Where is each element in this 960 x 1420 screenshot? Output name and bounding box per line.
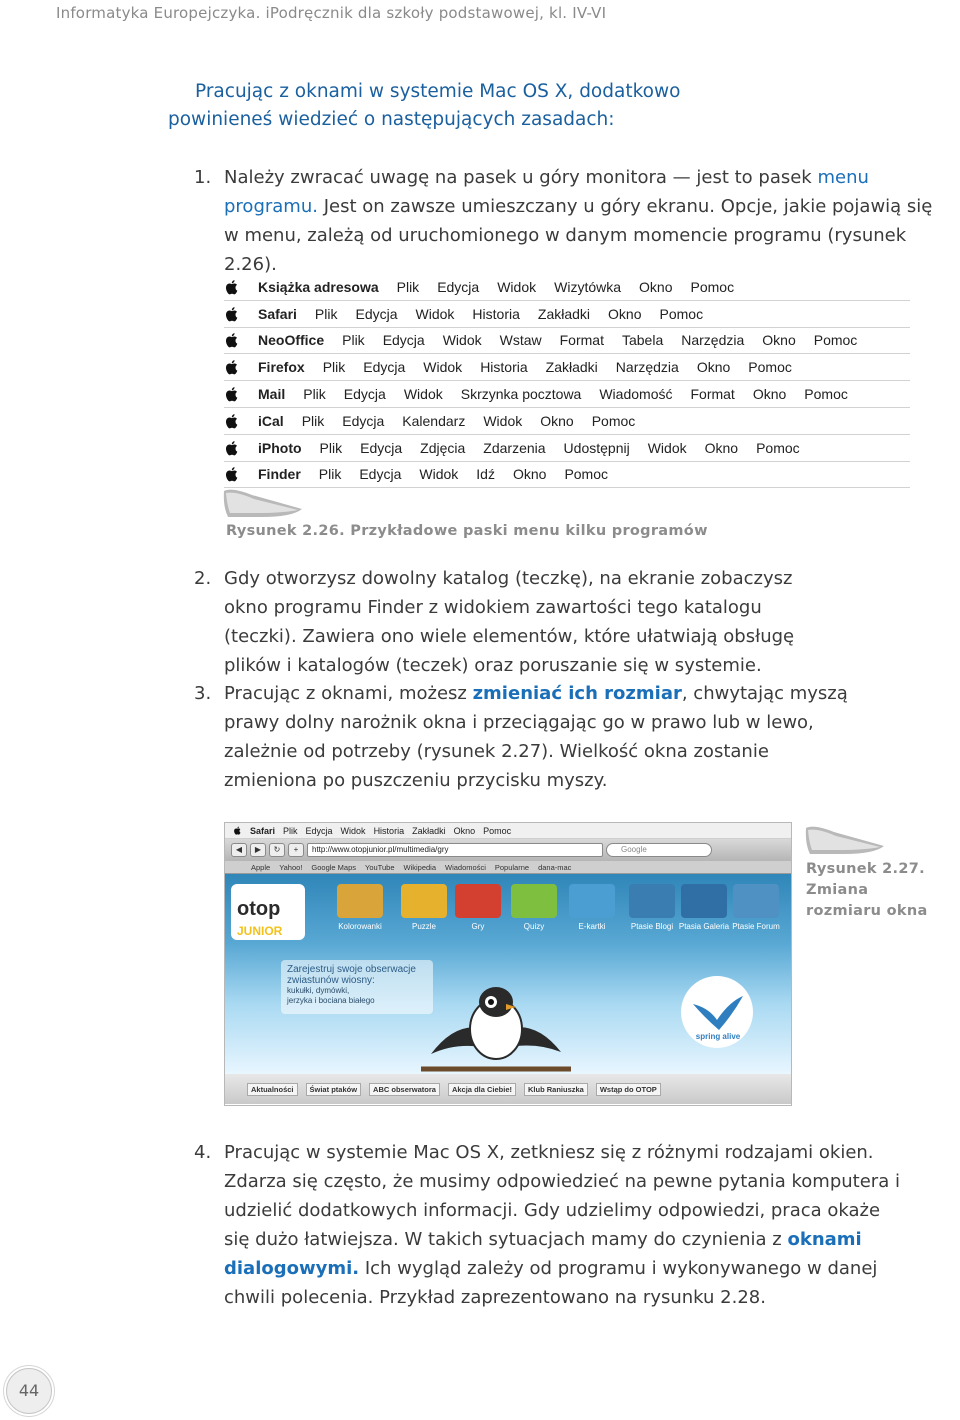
menu-item: Zdjęcia [420, 439, 466, 456]
add-bookmark-icon: + [288, 843, 304, 857]
menu-bar-row [224, 328, 910, 355]
menu-app-name: iPhoto [258, 439, 302, 456]
bookmark: Yahoo! [279, 862, 303, 872]
tile-gry [455, 884, 501, 918]
apple-logo-icon [224, 386, 240, 402]
menu-item: Edycja [382, 332, 425, 349]
tile-label: Puzzle [411, 922, 436, 931]
tile-e-kartki [569, 884, 615, 918]
menu-app-name: Firefox [258, 359, 305, 376]
menu-item: Zdarzenia [483, 439, 546, 456]
list-item-3 [194, 679, 864, 795]
tile-label: Ptasia Galeria [678, 922, 730, 931]
menu-item: Historia [480, 359, 528, 376]
screenshot-menu-item: Plik [283, 825, 298, 836]
list-item-2 [194, 564, 834, 680]
menu-item: Okno [752, 386, 787, 403]
footer-link: Wstąp do OTOP [596, 1083, 661, 1096]
logo-junior-text: JUNIOR [237, 924, 283, 938]
bookmark: YouTube [365, 862, 395, 872]
menu-app-name: Safari [258, 305, 297, 322]
menu-item: Okno [762, 332, 796, 349]
page-curl-icon [804, 824, 886, 858]
menu-item: Pomoc [564, 466, 609, 483]
footer-link: Świat ptaków [306, 1083, 362, 1096]
list-item-1 [194, 163, 934, 279]
bookmark: Wikipedia [403, 862, 437, 872]
list-number: 2. [194, 568, 212, 589]
menu-item: Kalendarz [402, 412, 466, 429]
bookmark: Popularne [494, 862, 530, 872]
menu-item: Wstaw [499, 332, 542, 349]
menu-item: Edycja [342, 412, 385, 429]
menu-item: Wiadomość [599, 386, 673, 403]
screenshot-menu-item: Edycja [305, 825, 333, 836]
list-item-4 [194, 1138, 904, 1312]
menu-item: Format [690, 386, 735, 403]
item-text-cont: , chwytając myszą prawy dolny narożnik okna i przeciągając go w prawo lub w lewo, zależnie od potrzeby (rysunek 2.27). Wielkość okna zostanie zmieniona po puszczeniu przycisku myszy. [224, 683, 848, 791]
apple-logo-icon [233, 826, 242, 835]
menu-item: Widok [403, 386, 443, 403]
screenshot-bookmarks [225, 861, 791, 874]
tile-label: Ptasie Forum [732, 922, 780, 931]
menu-bar-row [224, 354, 910, 381]
tile-ptasie-blogi [629, 884, 675, 918]
menu-bar-row [224, 408, 910, 435]
footer-link: Klub Raniuszka [524, 1083, 588, 1096]
apple-logo-icon [224, 332, 240, 348]
page-curl-icon [222, 487, 304, 521]
tile-label: Gry [471, 922, 485, 931]
promo-line-3: kukułki, dymówki, [287, 986, 350, 995]
menu-item: Widok [423, 359, 463, 376]
apple-logo-icon [224, 413, 240, 429]
menu-item: Idź [476, 466, 495, 483]
caption-line-3: rozmiaru okna [806, 903, 928, 919]
figure-caption-2-26: Rysunek 2.26. Przykładowe paski menu kilku programów [226, 523, 708, 539]
menu-item: Plik [301, 412, 325, 429]
term-okna-dialogowe: oknami dialogowymi. [224, 1229, 862, 1279]
bookmark: Apple [251, 862, 271, 872]
menu-item: Plik [342, 332, 365, 349]
reload-icon: ↻ [269, 843, 285, 857]
forward-arrow-icon: ▶ [250, 843, 266, 857]
menu-item: Edycja [359, 466, 402, 483]
bookmark: Google Maps [311, 862, 357, 872]
promo-line-2: zwiastunów wiosny: [287, 975, 375, 986]
menu-item: Pomoc [659, 305, 704, 322]
menu-item: Edycja [363, 359, 406, 376]
menu-app-name: Finder [258, 466, 301, 483]
apple-logo-icon [224, 279, 240, 295]
logo-otop-text: otop [237, 898, 281, 920]
menu-item: Narzędzia [681, 332, 745, 349]
menu-app-name: iCal [258, 412, 284, 429]
screenshot-menubar [225, 823, 791, 839]
footer-link: Akcja dla Ciebie! [448, 1083, 516, 1096]
item-text: Pracując z oknami, możesz [224, 683, 473, 704]
caption-line-2: Zmiana [806, 882, 869, 898]
screenshot-toolbar [225, 839, 791, 861]
menu-item: Plik [318, 466, 342, 483]
screenshot-footer [225, 1074, 792, 1104]
screenshot-url: http://www.otopjunior.pl/multimedia/gry [307, 843, 603, 857]
tile-label: E-kartki [578, 922, 606, 931]
menu-item: Okno [540, 412, 574, 429]
menu-item: Pomoc [591, 412, 636, 429]
menu-item: Historia [472, 305, 520, 322]
menu-item: Widok [415, 305, 455, 322]
term-zmieniac-rozmiar: zmieniać ich rozmiar [472, 683, 682, 704]
browser-screenshot [224, 822, 792, 1106]
menu-item: Edycja [355, 305, 398, 322]
screenshot-menu-item: Okno [453, 825, 476, 836]
menu-item: Plik [322, 359, 346, 376]
tile-quizy [511, 884, 557, 918]
menu-bar-row [224, 381, 910, 408]
figure-caption-2-27 [806, 859, 928, 922]
menu-item: Widok [442, 332, 482, 349]
bookmark: Wiadomości [445, 862, 486, 872]
menu-item: Pomoc [804, 386, 848, 403]
item-text-cont: Ich wygląd zależy od programu i wykonywanego w danej chwili polecenia. Przykład zaprezentowano na rysunku 2.28. [224, 1258, 878, 1308]
apple-logo-icon [224, 359, 240, 375]
tile-puzzle [401, 884, 447, 918]
apple-logo-icon [224, 466, 240, 482]
menu-item: Okno [696, 359, 731, 376]
bird-illustration-icon [421, 974, 571, 1074]
menu-bar-row [224, 435, 910, 462]
item-text: Należy zwracać uwagę na pasek u góry monitora — jest to pasek [224, 167, 818, 188]
screenshot-menu-item: Safari [250, 825, 276, 836]
tile-ptasie-forum [733, 884, 779, 918]
menu-item: Skrzynka pocztowa [460, 386, 582, 403]
menu-item: Zakładki [537, 305, 591, 322]
menu-bar-row [224, 301, 910, 328]
menu-item: Pomoc [748, 359, 792, 376]
menu-item: Plik [314, 305, 338, 322]
list-number: 4. [194, 1142, 212, 1163]
menu-item: Format [559, 332, 604, 349]
intro-line-1: Pracując z oknami w systemie Mac OS X, dodatkowo [195, 81, 681, 102]
menu-app-name: Książka adresowa [258, 278, 379, 295]
apple-logo-icon [224, 440, 240, 456]
menu-item: Widok [647, 439, 687, 456]
menu-item: Widok [483, 412, 523, 429]
tile-label: Ptasie Blogi [630, 922, 674, 931]
menu-item: Plik [319, 439, 343, 456]
menu-item: Okno [704, 439, 739, 456]
menu-item: Okno [639, 278, 673, 295]
menu-item: Wizytówka [554, 278, 622, 295]
page-number: 44 [6, 1368, 52, 1414]
list-number: 1. [194, 167, 212, 188]
screenshot-menu-item: Zakładki [412, 825, 446, 836]
menu-item: Pomoc [690, 278, 735, 295]
menu-item: Widok [497, 278, 537, 295]
promo-line-4: jerzyka i bociana białego [287, 996, 375, 1005]
bookmark: dana-mac [538, 862, 572, 872]
screenshot-menu-item: Pomoc [483, 825, 512, 836]
screenshot-search: Google [606, 843, 712, 857]
promo-box [281, 960, 433, 1014]
screenshot-menu-item: Widok [340, 825, 366, 836]
footer-link: ABC obserwatora [369, 1083, 440, 1096]
menu-item: Pomoc [813, 332, 858, 349]
menu-item: Zakładki [545, 359, 598, 376]
menu-item: Tabela [621, 332, 664, 349]
tile-kolorowanki [337, 884, 383, 918]
tile-label: Kolorowanki [338, 922, 382, 931]
apple-logo-icon [224, 306, 240, 322]
screenshot-menu-item: Historia [373, 825, 405, 836]
menu-item: Okno [512, 466, 547, 483]
item-text-cont: Jest on zawsze umieszczany u góry ekranu. Opcje, jakie pojawią się w menu, zależą od uruchomionego w danym momencie programu (rysunek 2.26). [224, 196, 933, 275]
menu-item: Edycja [343, 386, 386, 403]
screenshot-site [225, 874, 791, 1074]
menu-bar-row [224, 462, 910, 489]
menu-app-name: NeoOffice [258, 332, 325, 349]
tile-ptasia-galeria [681, 884, 727, 918]
list-number: 3. [194, 683, 212, 704]
menu-item: Edycja [360, 439, 403, 456]
running-header: Informatyka Europejczyka. iPodręcznik dla szkoły podstawowej, kl. IV-VI [56, 4, 607, 22]
menu-app-name: Mail [258, 386, 286, 403]
back-arrow-icon: ◀ [231, 843, 247, 857]
caption-line-1: Rysunek 2.27. [806, 861, 925, 877]
menu-item: Okno [608, 305, 642, 322]
footer-link: Aktualności [247, 1083, 298, 1096]
intro-heading [168, 78, 728, 134]
menu-item: Pomoc [756, 439, 800, 456]
menu-item: Plik [396, 278, 420, 295]
menu-bars-figure [224, 274, 910, 488]
promo-line-1: Zarejestruj swoje obserwacje [287, 964, 416, 975]
menu-item: Narzędzia [615, 359, 679, 376]
menu-item: Edycja [437, 278, 480, 295]
otop-junior-logo [231, 884, 305, 940]
tile-label: Quizy [523, 922, 545, 931]
item-text: Gdy otworzysz dowolny katalog (teczkę), na ekranie zobaczysz okno programu Finder z widokiem zawartości tego katalogu (teczki). Zawiera ono wiele elementów, które ułatwiają obsługę plików i katalogów (teczek) oraz poruszanie się w systemie. [224, 568, 795, 676]
menu-bar-row [224, 274, 910, 301]
intro-line-2: powinieneś wiedzieć o następujących zasadach: [168, 109, 615, 130]
menu-item: Widok [419, 466, 459, 483]
badge-label: spring alive [695, 1032, 741, 1041]
term-menu-programu: menu programu. [224, 167, 869, 217]
menu-item: Plik [303, 386, 326, 403]
menu-item: Udostępnij [563, 439, 630, 456]
item-text: Pracując w systemie Mac OS X, zetkniesz się z różnymi rodzajami okien. Zdarza się często, że musimy odpowiedzieć na pewne pytania komputera i udzielić dodatkowych informacji. Gdy udzielimy odpowiedzi, praca okaże się dużo łatwiejsza. W takich sytuacjach mamy do czynienia z [224, 1142, 900, 1250]
